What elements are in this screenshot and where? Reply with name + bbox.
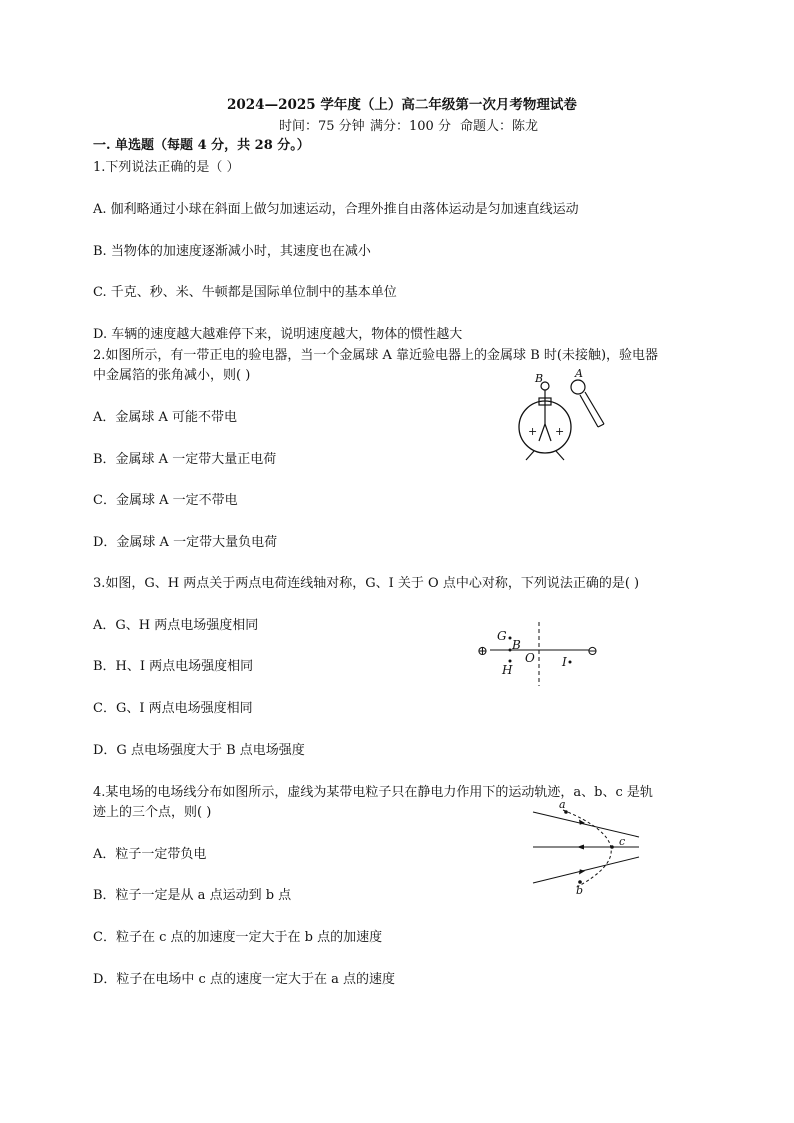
- label-g: G: [497, 629, 507, 643]
- question-4-option-a[interactable]: A．粒子一定带负电: [93, 847, 207, 862]
- label-o: O: [525, 651, 535, 665]
- question-3-option-b[interactable]: B．H、I 两点电场强度相同: [93, 659, 254, 674]
- exam-author: 命题人：陈龙: [460, 119, 539, 134]
- point-b: [509, 649, 512, 652]
- label-i: I: [562, 655, 567, 669]
- metal-ball-b: [541, 382, 549, 390]
- point-c: [610, 845, 614, 849]
- field-line-bottom: [533, 857, 639, 883]
- section-heading: 一. 单选题（每题 4 分，共 28 分。）: [93, 138, 310, 153]
- charge-right: +: [555, 425, 565, 438]
- label-h: H: [502, 663, 513, 677]
- jar-leg-right: [556, 451, 564, 460]
- question-4-option-b[interactable]: B．粒子一定是从 a 点运动到 b 点: [93, 888, 292, 903]
- question-1-option-a[interactable]: A. 伽利略通过小球在斜面上做匀加速运动，合理外推自由落体运动是匀加速直线运动: [93, 202, 579, 217]
- jar-leg-left: [526, 451, 534, 460]
- exam-full-score: 满分：100 分: [370, 119, 451, 134]
- field-lines-figure: [533, 800, 643, 898]
- question-2-option-a[interactable]: A．金属球 A 可能不带电: [93, 410, 238, 425]
- question-1-stem: 1.下列说法正确的是（ ）: [93, 160, 240, 175]
- question-3-option-c[interactable]: C．G、I 两点电场强度相同: [93, 701, 253, 716]
- label-a: a: [559, 798, 566, 811]
- question-3-option-d[interactable]: D．G 点电场强度大于 B 点电场强度: [93, 743, 305, 758]
- question-4-stem-line1: 4.某电场的电场线分布如图所示，虚线为某带电粒子只在静电力作用下的运动轨迹，a、b、c 是轨: [93, 785, 653, 800]
- question-4-option-d[interactable]: D．粒子在电场中 c 点的速度一定大于在 a 点的速度: [93, 972, 395, 987]
- question-2-option-c[interactable]: C．金属球 A 一定不带电: [93, 493, 238, 508]
- exam-title: 2024—2025 学年度（上）高二年级第一次月考物理试卷: [227, 97, 577, 113]
- label-b: B: [535, 372, 544, 385]
- arrow-middle: [577, 845, 584, 850]
- label-c: c: [619, 835, 626, 848]
- label-a: A: [575, 367, 583, 380]
- question-2-stem-line1: 2.如图所示，有一带正电的验电器，当一个金属球 A 靠近验电器上的金属球 B 时(未接触)，验电器: [93, 348, 659, 363]
- question-3-option-a[interactable]: A．G、H 两点电场强度相同: [93, 618, 259, 633]
- field-line-top: [533, 812, 639, 837]
- label-b: b: [576, 884, 584, 897]
- particle-trajectory: [563, 810, 611, 888]
- leaf-left: [539, 424, 545, 441]
- question-1-option-c[interactable]: C. 千克、秒、米、牛顿都是国际单位制中的基本单位: [93, 285, 397, 300]
- point-i: [569, 661, 572, 664]
- charge-left: +: [528, 425, 538, 438]
- leaf-right: [545, 424, 551, 441]
- exam-time: 时间：75 分钟: [279, 119, 365, 134]
- question-1-option-d[interactable]: D. 车辆的速度越大越难停下来，说明速度越大，物体的惯性越大: [93, 327, 463, 342]
- handle-end: [598, 424, 604, 427]
- question-4-stem-line2: 迹上的三个点，则( ): [93, 805, 212, 820]
- metal-ball-a: [571, 380, 585, 394]
- question-2-option-d[interactable]: D．金属球 A 一定带大量负电荷: [93, 535, 278, 550]
- negative-charge: ⊖: [587, 644, 598, 659]
- question-2-option-b[interactable]: B．金属球 A 一定带大量正电荷: [93, 452, 277, 467]
- point-charges-figure: [477, 622, 607, 688]
- positive-charge: ⊕: [477, 644, 488, 659]
- question-3-stem: 3.如图，G、H 两点关于两点电荷连线轴对称，G、I 关于 O 点中心对称，下列说法正确的是( ): [93, 576, 640, 591]
- label-b: B: [512, 638, 521, 652]
- question-2-stem-line2: 中金属箔的张角减小，则( ): [93, 368, 251, 383]
- electroscope-figure: [505, 365, 620, 465]
- question-4-option-c[interactable]: C．粒子在 c 点的加速度一定大于在 b 点的加速度: [93, 930, 383, 945]
- question-1-option-b[interactable]: B. 当物体的加速度逐渐减小时，其速度也在减小: [93, 244, 371, 259]
